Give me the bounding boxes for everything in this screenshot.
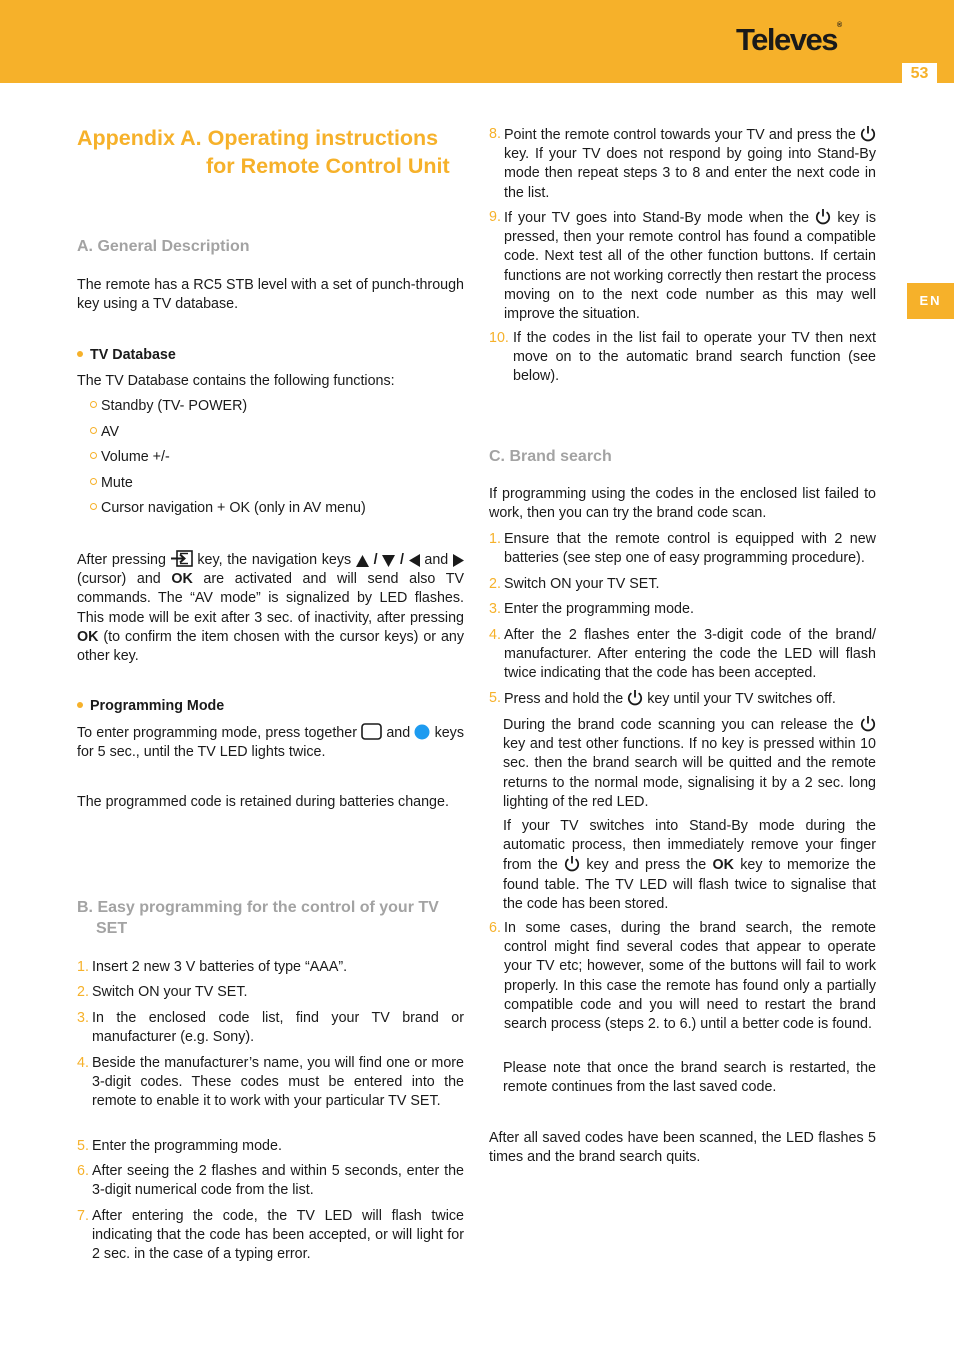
section-a-intro: The remote has a RC5 STB level with a set of punch-through key using a TV database.: [77, 277, 464, 313]
list-item: 7. After entering the code, the TV LED will flash twice indicating that the code has been accepted, or will light for 2 sec. in the case of a typing error.: [77, 1208, 464, 1263]
arrow-down-icon: [382, 555, 395, 567]
tv-database-item: Volume +/-: [90, 448, 170, 467]
page-title: [77, 124, 450, 180]
televes-logo: Televes®: [736, 22, 843, 57]
restart-note: Please note that once the brand search is restarted, the remote continues from the last saved code.: [503, 1060, 876, 1096]
bullet-ring-icon: [90, 503, 97, 510]
arrow-right-icon: [453, 554, 464, 567]
brand-scanning-paragraph: During the brand code scanning you can release the key and test other functions. If no key is pressed within 10 sec. then the brand search will be quitted and the remote returns to the normal mode, signalising it by a 2 sec. long lighting of the red LED.: [503, 717, 876, 810]
section-a-heading: A. General Description: [77, 238, 250, 255]
programming-mode-paragraph: To enter programming mode, press together and keys for 5 sec., until the TV LED lights twice.: [77, 725, 464, 761]
list-item: 1. Insert 2 new 3 V batteries of type “AAA”.: [77, 959, 348, 975]
arrow-left-icon: [409, 554, 420, 567]
final-note: After all saved codes have been scanned, the LED flashes 5 times and the brand search quits.: [489, 1130, 876, 1166]
navigation-keys-paragraph: After pressing key, the navigation keys / / and (cursor) and OK are activated and will send also TV commands. The “AV mode” is signalized by LED flashes. This mode will be exit after 3 sec. of inactivity, after pressing OK (to confirm the item chosen with the cursor keys) or any other key.: [77, 552, 464, 665]
standby-paragraph: If your TV switches into Stand-By mode during the automatic process, then immediately remove your finger from the key and press the OK key to memorize the found table. The TV LED will flash twice to signalise that the code has been stored.: [503, 818, 876, 912]
power-icon: [564, 855, 580, 872]
programming-mode-heading: Programming Mode: [77, 697, 224, 716]
power-icon: [627, 689, 643, 706]
blue-key-icon: [414, 724, 430, 740]
list-item: 10. If the codes in the list fail to operate your TV then next move on to the automatic brand search function (see below).: [489, 330, 876, 385]
av-input-icon: [171, 550, 193, 567]
list-item: 5. Press and hold the key until your TV switches off.: [489, 690, 836, 707]
list-item: 2. Switch ON your TV SET.: [77, 984, 248, 1000]
power-icon: [860, 715, 876, 732]
list-item: 6. After seeing the 2 flashes and within 5 seconds, enter the 3-digit numerical code from the list.: [77, 1163, 464, 1199]
list-item: 9. If your TV goes into Stand-By mode when the key is pressed, then your remote control has found a compatible code. Next test all of the other function buttons. If certain functions are not working correctly then restart the process moving on to the next code number as this may well improve the situation.: [489, 209, 876, 323]
tv-database-item: Mute: [90, 474, 133, 493]
tv-key-icon: [361, 723, 382, 740]
language-tab: EN: [907, 283, 954, 319]
list-item: 4. After the 2 flashes enter the 3-digit code of the brand/ manufacturer. After entering the code the LED will flash twice indicating that the code has been accepted.: [489, 627, 876, 682]
list-item: 1. Ensure that the remote control is equipped with 2 new batteries (see step one of easy programming procedure).: [489, 531, 876, 567]
list-item: 6. In some cases, during the brand search, the remote control might find several codes that appear to operate your TV etc; however, some of the buttons will fail to work properly. In this case the remote has found only a partially compatible code and you will need to restart the brand search process (steps 2. to 6.) until a better code is found.: [489, 920, 876, 1033]
code-retained-note: The programmed code is retained during batteries change.: [77, 794, 449, 810]
section-c-heading: C. Brand search: [489, 448, 612, 465]
list-item: 8. Point the remote control towards your TV and press the key. If your TV does not respond by going into Stand-By mode then repeat steps 3 to 8 and enter the next code in the list.: [489, 126, 876, 201]
bullet-ring-icon: [90, 427, 97, 434]
bullet-ring-icon: [90, 478, 97, 485]
title-line-2: for Remote Control Unit: [206, 154, 450, 178]
section-b-heading: B. Easy programming for the control of your TV SET: [77, 899, 439, 937]
tv-database-item: AV: [90, 423, 119, 442]
bullet-dot-icon: [77, 351, 83, 357]
list-item: 4. Beside the manufacturer’s name, you will find one or more 3-digit codes. These codes must be entered into the remote to enable it to work with your particular TV SET.: [77, 1055, 464, 1110]
bullet-ring-icon: [90, 401, 97, 408]
list-item: 2. Switch ON your TV SET.: [489, 576, 660, 592]
tv-database-item: Cursor navigation + OK (only in AV menu): [90, 499, 366, 518]
power-icon: [860, 125, 876, 142]
arrow-up-icon: [356, 555, 369, 567]
list-item: 3. In the enclosed code list, find your TV brand or manufacturer (e.g. Sony).: [77, 1010, 464, 1046]
bullet-ring-icon: [90, 452, 97, 459]
bullet-dot-icon: [77, 702, 83, 708]
page-number: 53: [902, 63, 937, 85]
list-item: 3. Enter the programming mode.: [489, 601, 694, 617]
tv-database-intro: The TV Database contains the following functions:: [77, 373, 395, 389]
title-line-1: Appendix A. Operating instructions: [77, 126, 439, 150]
list-item: 5. Enter the programming mode.: [77, 1138, 282, 1154]
section-c-intro: If programming using the codes in the enclosed list failed to work, then you can try the brand code scan.: [489, 486, 876, 522]
tv-database-heading: TV Database: [77, 346, 176, 365]
power-icon: [815, 208, 831, 225]
tv-database-item: Standby (TV- POWER): [90, 397, 247, 416]
